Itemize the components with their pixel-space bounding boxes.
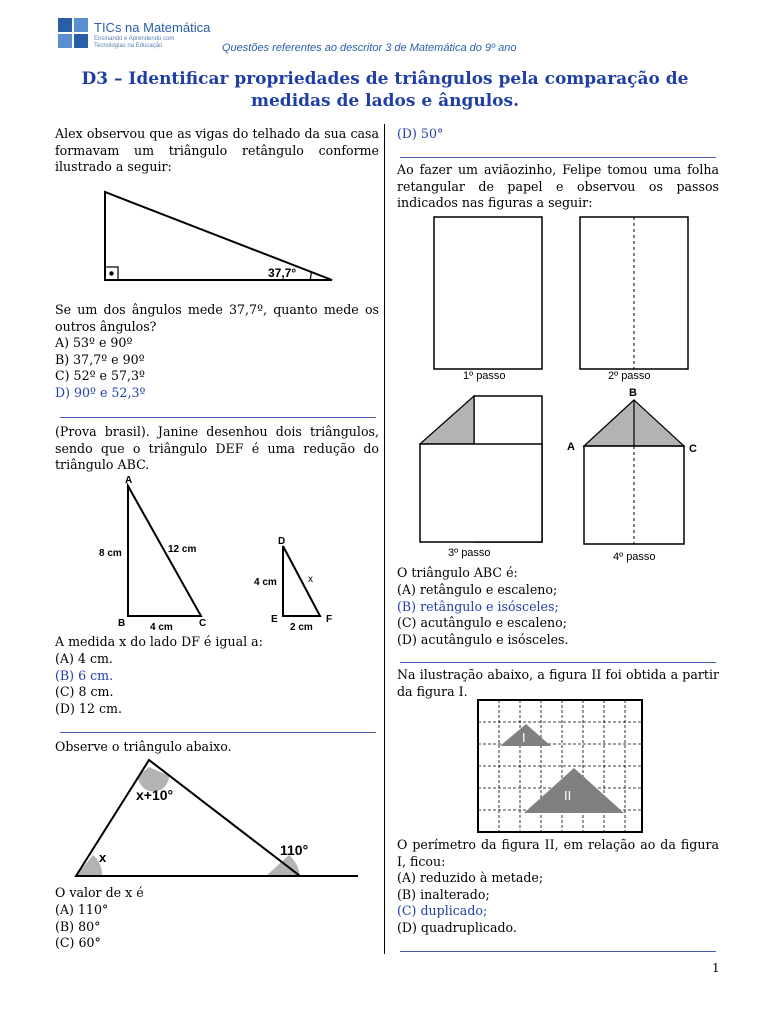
logo-subtitle: Ensinando e Aprendendo com Tecnologias na Educação — [94, 36, 175, 49]
q2-question: A medida x do lado DF é igual a: — [55, 634, 263, 649]
q3-question: O valor de x é — [55, 885, 144, 900]
q3-options — [55, 902, 379, 952]
page-title: D3 – Identificar propriedades de triângulos pela comparação de medidas de lados e ângulos. — [81, 69, 689, 111]
q3-option-a: (A) 110° — [55, 902, 109, 917]
svg-text:I: I — [522, 730, 526, 745]
svg-text:x: x — [308, 574, 313, 585]
q1-options — [55, 335, 379, 401]
q3-option-d: (D) 50° — [397, 126, 444, 141]
q5-option-d: (D) quadruplicado. — [397, 919, 517, 935]
q1-text: Alex observou que as vigas do telhado da sua casa formavam um triângulo retângulo conforme ilustrado a seguir: — [55, 126, 379, 175]
q5-option-b: (B) inalterado; — [397, 886, 490, 902]
q4-option-d: (D) acutângulo e isósceles. — [397, 631, 569, 647]
svg-text:A: A — [125, 475, 133, 486]
svg-text:F: F — [326, 614, 333, 625]
q3-text: Observe o triângulo abaixo. — [55, 739, 232, 754]
q4-options — [397, 582, 719, 648]
q4-option-c: (C) acutângulo e escaleno; — [397, 615, 567, 631]
q5-grid-figure — [476, 698, 644, 834]
separator — [60, 417, 376, 418]
svg-text:1º passo: 1º passo — [463, 370, 506, 382]
q2-triangles-figure — [90, 470, 350, 635]
separator — [60, 732, 376, 733]
q1-right-triangle-figure — [100, 188, 340, 284]
q5-options — [397, 870, 719, 936]
svg-text:C: C — [199, 618, 207, 629]
separator — [400, 662, 716, 663]
q1-option-c: C) 52º e 57,3º — [55, 368, 145, 384]
logo-icon — [58, 18, 88, 48]
running-header: Questões referentes ao descritor 3 de Matemática do 9º ano — [222, 42, 517, 54]
separator — [400, 951, 716, 952]
q2-option-a: (A) 4 cm. — [55, 651, 113, 666]
q1-option-b: B) 37,7º e 90º — [55, 351, 145, 367]
q2-option-b: (B) 6 cm. — [55, 667, 114, 683]
q4-option-b: (B) retângulo e isósceles; — [397, 598, 559, 614]
q1-angle-label: 37,7° — [268, 266, 297, 280]
q2-text: (Prova brasil). Janine desenhou dois triângulos, sendo que o triângulo DEF é uma redução do triângulo ABC. — [55, 424, 379, 473]
svg-text:B: B — [629, 387, 637, 399]
q5-option-c: (C) duplicado; — [397, 903, 488, 919]
q4-question: O triângulo ABC é: — [397, 565, 518, 580]
q4-option-a: (A) retângulo e escaleno; — [397, 582, 558, 597]
logo-title: TICs na Matemática — [94, 20, 211, 35]
q4-folding-steps-figure — [410, 212, 710, 567]
svg-text:8 cm: 8 cm — [99, 548, 122, 559]
svg-text:B: B — [118, 618, 126, 629]
q3-option-c: (C) 60° — [55, 935, 101, 951]
svg-text:II: II — [564, 788, 572, 803]
q3-option-b: (B) 80° — [55, 918, 101, 934]
q5-text: Na ilustração abaixo, a figura II foi obtida a partir da figura I. — [397, 667, 719, 699]
svg-text:x+10°: x+10° — [136, 787, 174, 803]
q1-option-a: A) 53º e 90º — [55, 335, 133, 350]
page-number: 1 — [712, 961, 720, 975]
q5-question: O perímetro da figura II, em relação ao da figura I, ficou: — [397, 837, 719, 869]
q3-triangle-figure — [66, 752, 366, 882]
q4-text: Ao fazer um aviãozinho, Felipe tomou uma folha retangular de papel e observou os passos indicados nas figuras a seguir: — [397, 162, 719, 211]
q2-options — [55, 651, 379, 717]
svg-text:2º passo: 2º passo — [608, 370, 651, 382]
q2-option-c: (C) 8 cm. — [55, 684, 114, 700]
q5-option-a: (A) reduzido à metade; — [397, 870, 544, 885]
svg-text:2 cm: 2 cm — [290, 622, 313, 633]
svg-text:C: C — [689, 443, 697, 455]
svg-text:D: D — [278, 536, 286, 547]
svg-text:E: E — [271, 614, 278, 625]
q2-option-d: (D) 12 cm. — [55, 700, 122, 716]
svg-text:3º passo: 3º passo — [448, 547, 491, 559]
svg-text:A: A — [567, 441, 575, 453]
svg-text:4 cm: 4 cm — [150, 622, 173, 633]
svg-text:4º passo: 4º passo — [613, 551, 656, 563]
svg-text:4 cm: 4 cm — [254, 577, 277, 588]
q1-option-d: D) 90º e 52,3º — [55, 384, 146, 400]
q1-question: Se um dos ângulos mede 37,7º, quanto mede os outros ângulos? — [55, 302, 379, 334]
svg-text:x: x — [99, 850, 107, 865]
svg-text:12 cm: 12 cm — [168, 544, 197, 555]
svg-text:110°: 110° — [280, 842, 309, 858]
column-divider — [384, 124, 385, 954]
separator — [400, 157, 716, 158]
